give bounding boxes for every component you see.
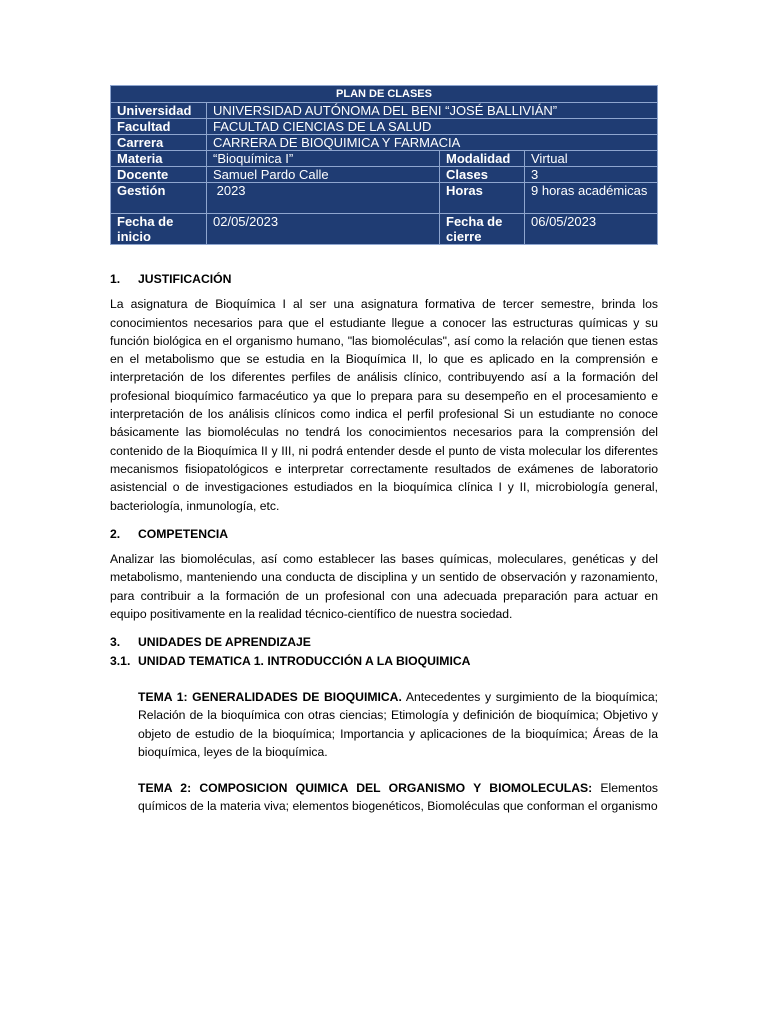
competencia-paragraph: Analizar las biomoléculas, así como establecer las bases químicas, moleculares, genéticas y del metabolismo, manteniendo una conducta de disciplina y un sentido de observación y razonamiento, para contribuir a la formación de un profesional con una adecuada preparación para actuar en equipo positivamente en la realidad técnico-científico de nuestra sociedad. (110, 552, 658, 622)
section-title: JUSTIFICACIÓN (138, 272, 232, 286)
document-body (110, 270, 658, 816)
tema2-text: Elementos químicos de la materia viva; elementos biogenéticos, Biomoléculas que conforman el organismo (138, 781, 659, 814)
gestion-value: 2023 (207, 183, 440, 214)
universidad-label: Universidad (111, 103, 207, 119)
clases-value: 3 (525, 167, 658, 183)
tema1-title: TEMA 1: GENERALIDADES DE BIOQUIMICA. (138, 689, 402, 704)
facultad-value: FACULTAD CIENCIAS DE LA SALUD (207, 119, 658, 135)
section-number: 3. (110, 635, 121, 650)
fecha-cierre-label: Fecha de cierre (440, 214, 525, 245)
section-number: 1. (110, 272, 121, 286)
gestion-label: Gestión (111, 183, 207, 214)
tema1-text: Antecedentes y surgimiento de la bioquímica; Relación de la bioquímica con otras ciencias; Etimología y definición de bioquímica; Objetivo y objeto de estudio de la bioquímica; Importancia y aplicaciones de la bioquímica; Áreas de la bioquímica, leyes de la bioquímica. (138, 689, 658, 759)
unidad-tematica-heading (110, 652, 658, 670)
docente-label: Docente (111, 167, 207, 183)
section-title: UNIDADES DE APRENDIZAJE (138, 635, 311, 650)
clases-label: Clases (440, 167, 525, 183)
section-unidades-heading (110, 633, 658, 651)
tema1-paragraph (110, 688, 658, 761)
tema2-title: TEMA 2: COMPOSICION QUIMICA DEL ORGANISMO Y BIOMOLECULAS: (138, 781, 593, 796)
section-title: COMPETENCIA (138, 526, 229, 541)
facultad-label: Facultad (111, 119, 207, 135)
table-title: PLAN DE CLASES (111, 86, 658, 103)
horas-value: 9 horas académicas (525, 183, 658, 214)
universidad-value: UNIVERSIDAD AUTÓNOMA DEL BENI “JOSÉ BALLIVIÁN” (207, 103, 658, 119)
justificacion-paragraph: La asignatura de Bioquímica I al ser una asignatura formativa de tercer semestre, brinda los conocimientos necesarios para que el estudiante llegue a conocer las estructuras químicas y su función biológica en el organismo humano, "las biomoléculas", así como la relación que tienen estas en el metabolismo que se estudia en la Bioquímica II, lo que es aplicado en la comprensión e interpretación de los diferentes perfiles de análisis clínico, contribuyendo así a la formación del profesional bioquímico farmacéutico ya que lo prepara para su desempeño en el procesamiento e interpretación de los análisis clínicos como indica el perfil profesional Si un estudiante no conoce básicamente las biomoléculas no tendrá los conocimientos necesarios para la comprensión del contenido de la Bioquímica II y III, ni podrá entender desde el punto de vista molecular los diferentes mecanismos fisiopatológicos e interpretar correctamente resultados de exámenes de laboratorio asistencial o de investigaciones estudiados en la bioquímica clínica I y II, microbiología general, bacteriología, inmunología, etc. (110, 297, 658, 513)
section-competencia-heading (110, 525, 658, 543)
plan-de-clases-table (110, 85, 658, 245)
section-justificacion-heading (110, 270, 658, 288)
subsection-title: UNIDAD TEMATICA 1. INTRODUCCIÓN A LA BIOQUIMICA (138, 653, 471, 668)
carrera-label: Carrera (111, 135, 207, 151)
fecha-inicio-value: 02/05/2023 (207, 214, 440, 245)
tema2-paragraph (110, 779, 658, 816)
carrera-value: CARRERA DE BIOQUIMICA Y FARMACIA (207, 135, 658, 151)
subsection-number: 3.1. (110, 653, 131, 668)
materia-value: “Bioquímica I” (207, 151, 440, 167)
fecha-cierre-value: 06/05/2023 (525, 214, 658, 245)
modalidad-label: Modalidad (440, 151, 525, 167)
horas-label: Horas (440, 183, 525, 214)
modalidad-value: Virtual (525, 151, 658, 167)
materia-label: Materia (111, 151, 207, 167)
docente-value: Samuel Pardo Calle (207, 167, 440, 183)
section-number: 2. (110, 526, 121, 541)
fecha-inicio-label: Fecha de inicio (111, 214, 207, 245)
